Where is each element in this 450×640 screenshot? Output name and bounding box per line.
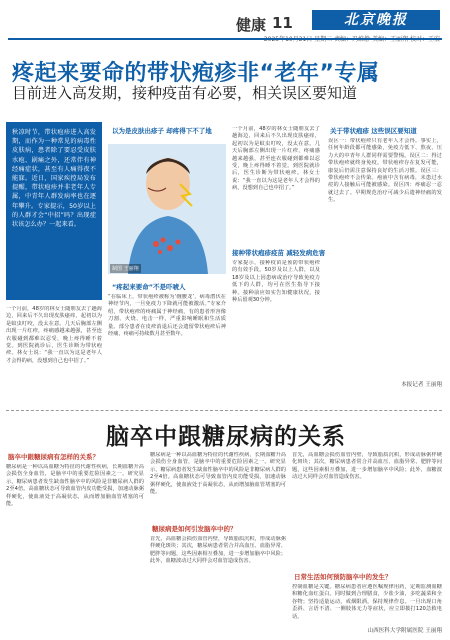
section-name: 健康 bbox=[236, 16, 267, 34]
article1-subhead: 目前进入高发期，接种疫苗有必要，相关误区要知道 bbox=[12, 84, 358, 102]
section2-title: “疼起来要命”不是吓唬人 bbox=[112, 283, 186, 291]
section1-body: 一个月前，48岁的林女士随朋友去了趟海边，回来后不久出现皮肤瘙痒，起初以为是蚊虫叮咬，没太在意。几天后胸部左侧出现一片红疹，疼痛感越来越强，甚至连衣服碰到都难以忍受，晚上疼得睡不着觉。到医院就诊后，医生诊断为带状疱疹。林女士说：“我一直以为这是老年人才会得的病，没想到自己也中招了。” bbox=[232, 126, 320, 192]
section4-title: 接种带状疱疹疫苗 减轻发病危害 bbox=[232, 249, 326, 257]
photo-credit: 制图 王丽翔 bbox=[112, 266, 139, 272]
article2-section2-body: 首先，高血糖会损伤血管内壁，导致脂质沉积，形成动脉粥样硬化斑块；其次，糖尿病患者常合并高血压、血脂异常、肥胖等问题，这些因素相互叠加，进一步增加脑卒中风险；此外，血糖波动过大同样会对血管造成伤害。 bbox=[150, 536, 286, 565]
section3-title: 关于带状疱疹 这些误区要知道 bbox=[330, 127, 417, 135]
lead-continued: 一个月前，48岁的林女士随朋友去了趟海边，回来后不久出现皮肤瘙痒，起初以为是蚊虫叮咬，没太在意。几天后胸部左侧出现一片红疹，疼痛感越来越强，甚至连衣服碰到都难以忍受，晚上疼得睡不着觉。到医院就诊后，医生诊断为带状疱疹。林女士说：“我一直以为这是老年人才会得的病，没想到自己也中招了。” bbox=[6, 306, 102, 364]
section1-title: 以为是皮肤出疹子 却疼得下不了地 bbox=[112, 127, 212, 135]
article2-section2-title: 糖尿病是如何引发脑卒中的？ bbox=[152, 525, 237, 533]
article2-intro: 糖尿病是一种以高血糖为特征的代谢性疾病，长期血糖升高会损伤全身血管，是脑卒中的重要危险因素之一。研究显示，糖尿病患者发生缺血性脑卒中的风险是非糖尿病人群的2至4倍。高血糖状态可导致血管内皮功能受损，加速动脉粥样硬化，使血液处于高凝状态，从而增加脑血管堵塞的可能。 bbox=[150, 452, 286, 496]
article1-author: 本报记者 王丽翔 bbox=[401, 382, 442, 388]
article2-headline: 脑卒中跟糖尿病的关系 bbox=[106, 424, 346, 450]
article2-section3-body: 控制血糖是关键。糖尿病患者应遵医嘱规律用药，定期监测血糖和糖化血红蛋白。同时做到合理膳食，少盐少油，多吃蔬菜和全谷物；坚持适量运动，戒烟限酒，保持规律作息。一旦出现口角歪斜、言语不清、一侧肢体无力等症状，应立即拨打120急救电话。 bbox=[292, 584, 442, 620]
article1-headline: 疼起来要命的带状疱疹非“老年”专属 bbox=[12, 61, 380, 86]
page-number: 11 bbox=[272, 14, 293, 32]
section3-body: 误区一：带状疱疹只有老年人才会得。事实上，任何年龄段都可能感染，免疫力低下、熬夜、压力大的中青年人群同样需要警惕。误区二：得过带状疱疹就终身免疫。带状疱疹存在复发可能，康复后仍需注意保持良好的生活习惯。误区三：带状疱疹不会传染。疱液中含有病毒，未患过水痘的人接触后可能被感染。误区四：疼痛忍一忍就过去了。早期规范治疗可减少后遗神经痛的发生。 bbox=[328, 138, 442, 204]
article2-author: 山西医科大学附属医院 王丽翔 bbox=[367, 628, 442, 634]
header-rule bbox=[8, 38, 442, 40]
article1-lead-box: 秋凉时节，带状疱疹进入高发期，而作为一种常见的病毒性皮肤病，患者除了要忍受皮肤水疱、剧痛之外，还常伴有神经痛症状，甚至有人痛得夜不能寐。近日，国家疾控局发布提醒，带状疱疹并非老年人专属，中青年人群发病率也在逐年攀升。专家提示，50岁以上的人群才会“中招”吗？出现症状该怎么办？一起来看。 bbox=[6, 122, 102, 300]
article2-section3-title: 日常生活如何预防脑卒中的发生？ bbox=[294, 573, 392, 581]
illustration-image bbox=[108, 144, 226, 274]
article2-section1-body: 糖尿病是一种以高血糖为特征的代谢性疾病，长期血糖升高会损伤全身血管，是脑卒中的重要危险因素之一。研究显示，糖尿病患者发生缺血性脑卒中的风险是非糖尿病人群的2至4倍。高血糖状态可导致血管内皮功能受损，加速动脉粥样硬化，使血液处于高凝状态，从而增加脑血管堵塞的可能。 bbox=[6, 464, 144, 508]
article2-right-column: 首先，高血糖会损伤血管内壁，导致脂质沉积，形成动脉粥样硬化斑块；其次，糖尿病患者常合并高血压、血脂异常、肥胖等问题，这些因素相互叠加，进一步增加脑卒中风险；此外，血糖波动过大同样会对血管造成伤害。 bbox=[292, 452, 442, 481]
illustration-svg bbox=[108, 144, 226, 274]
section1-spacer bbox=[108, 136, 226, 142]
article-divider bbox=[6, 410, 442, 411]
section2-body: “在临床上，带状疱疹被称为‘缠腰龙’，病毒潜伏在神经节内，一旦免疫力下降就可能被激活。”专家介绍，带状疱疹的疼痛属于神经痛，有的患者形容像刀割、火烧、电击一样，严重影响睡眠和生活质量。部分患者在皮疹消退后还会遗留带状疱疹后神经痛，疼痛可持续数月甚至数年。 bbox=[108, 294, 226, 338]
page-header bbox=[0, 6, 450, 46]
masthead-logo: 北京晚报 bbox=[312, 10, 440, 30]
article2-section1-title: 脑卒中跟糖尿病有怎样的关系？ bbox=[8, 453, 99, 461]
section4-body: 专家提示，接种疫苗是预防带状疱疹的有效手段。50岁及以上人群，以及18岁及以上因患病或治疗导致免疫力低下的人群，均可在医生指导下接种。接种前应如实告知健康状况，接种后留观30分钟。 bbox=[232, 260, 320, 304]
